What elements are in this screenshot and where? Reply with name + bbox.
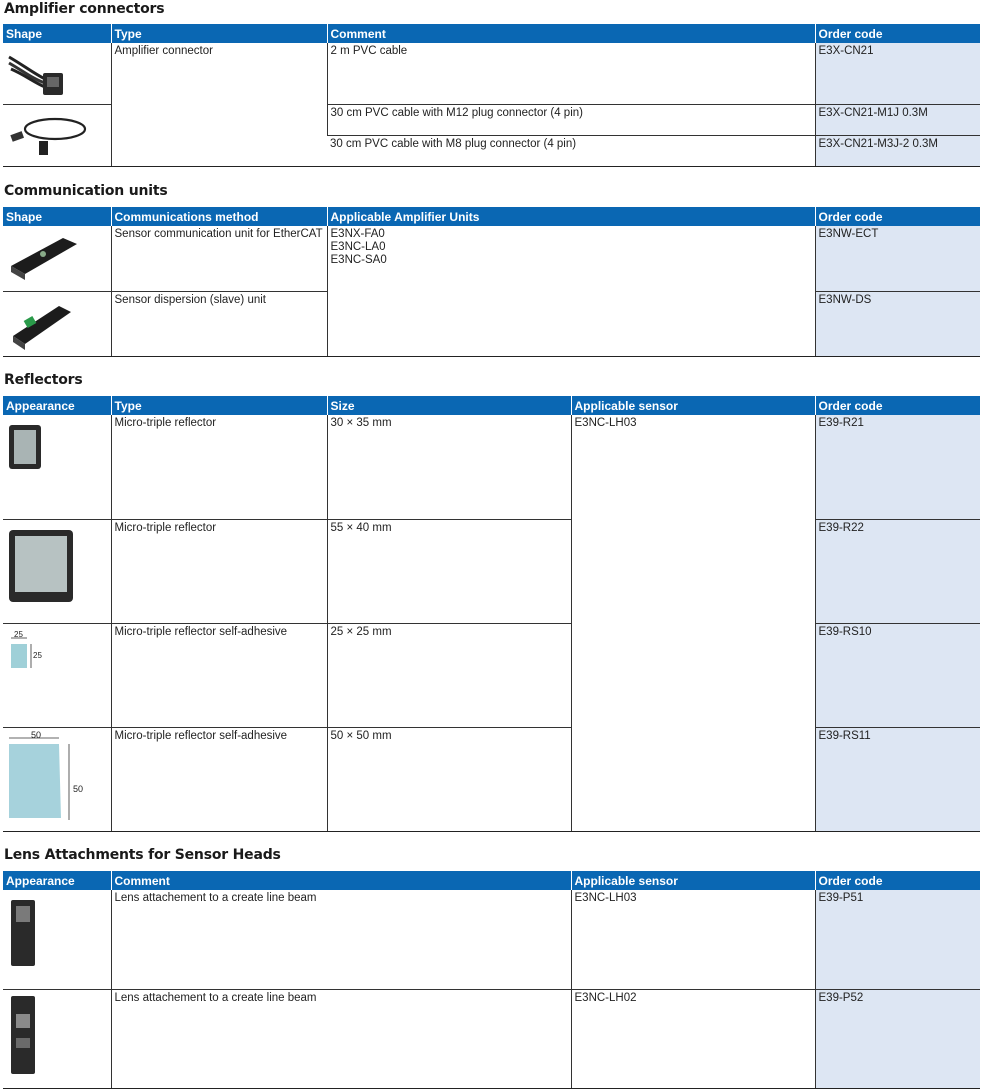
lens-sensor-cell: E3NC-LH03 <box>571 890 815 989</box>
col-header-order-code: Order code <box>815 396 980 415</box>
table-row <box>3 415 980 519</box>
col-header-type: Type <box>111 24 327 43</box>
col-header-applicable-amplifier-units: Applicable Amplifier Units <box>327 207 815 226</box>
applicable-units-cell <box>327 226 815 356</box>
col-header-applicable-sensor: Applicable sensor <box>571 871 815 890</box>
col-header-type: Type <box>111 396 327 415</box>
order-code-cell: E39-P52 <box>815 989 980 1088</box>
reflector-height-dimension: 25 <box>33 650 42 660</box>
table-header-row <box>3 396 980 415</box>
col-header-comment: Comment <box>327 24 815 43</box>
reflector-size-cell: 30 × 35 mm <box>327 415 571 519</box>
reflector-size-cell: 50 × 50 mm <box>327 727 571 831</box>
lens-comment-cell: Lens attachement to a create line beam <box>111 890 571 989</box>
reflector-height-dimension: 50 <box>73 783 84 794</box>
dispersion-unit-image <box>3 291 111 356</box>
order-code-cell: E39-P51 <box>815 890 980 989</box>
col-header-order-code: Order code <box>815 207 980 226</box>
amplifier-unit: E3NC-SA0 <box>330 254 387 266</box>
order-code-cell: E3X-CN21-M1J 0.3M <box>815 104 980 135</box>
order-code-cell: E39-RS11 <box>815 727 980 831</box>
reflector-type-cell: Micro-triple reflector self-adhesive <box>111 623 327 727</box>
reflector-width-dimension: 50 <box>31 729 42 740</box>
reflectors-table <box>3 396 980 832</box>
connector-cable-image <box>3 43 111 104</box>
lens-p52-image <box>3 989 111 1088</box>
order-code-cell: E3NW-DS <box>815 291 980 356</box>
col-header-shape: Shape <box>3 207 111 226</box>
reflector-width-dimension: 25 <box>14 629 23 639</box>
reflector-rs11-image <box>3 727 111 831</box>
table-row <box>3 226 980 291</box>
ethercat-unit-image <box>3 226 111 291</box>
lens-p51-image <box>3 890 111 989</box>
reflector-size-cell: 25 × 25 mm <box>327 623 571 727</box>
lens-attachments-table <box>3 871 980 1089</box>
reflector-type-cell: Micro-triple reflector self-adhesive <box>111 727 327 831</box>
col-header-communications-method: Communications method <box>111 207 327 226</box>
order-code-cell: E39-R22 <box>815 519 980 623</box>
lens-comment-cell: Lens attachement to a create line beam <box>111 989 571 1088</box>
reflector-r21-image <box>3 415 111 519</box>
table-row <box>3 890 980 989</box>
reflector-size-cell: 55 × 40 mm <box>327 519 571 623</box>
col-header-appearance: Appearance <box>3 871 111 890</box>
reflector-rs10-image <box>3 623 111 727</box>
comment-cell: 30 cm PVC cable with M12 plug connector (4 pin) <box>327 104 815 135</box>
table-header-row <box>3 24 980 43</box>
order-code-cell: E3X-CN21-M3J-2 0.3M <box>815 135 980 166</box>
reflector-r22-image <box>3 519 111 623</box>
order-code-cell: E3NW-ECT <box>815 226 980 291</box>
col-header-appearance: Appearance <box>3 396 111 415</box>
table-row <box>3 623 980 727</box>
section-title-lens-attachments: Lens Attachments for Sensor Heads <box>4 847 281 863</box>
type-cell: Amplifier connector <box>111 43 327 166</box>
reflector-type-cell: Micro-triple reflector <box>111 519 327 623</box>
communication-units-table <box>3 207 980 357</box>
order-code-cell: E3X-CN21 <box>815 43 980 104</box>
table-row <box>3 43 980 104</box>
col-header-order-code: Order code <box>815 24 980 43</box>
order-code-cell: E39-R21 <box>815 415 980 519</box>
col-header-size: Size <box>327 396 571 415</box>
reflector-type-cell: Micro-triple reflector <box>111 415 327 519</box>
comment-cell: 30 cm PVC cable with M8 plug connector (4 pin) <box>327 135 815 166</box>
col-header-applicable-sensor: Applicable sensor <box>571 396 815 415</box>
table-row <box>3 727 980 831</box>
lens-sensor-cell: E3NC-LH02 <box>571 989 815 1088</box>
col-header-comment: Comment <box>111 871 571 890</box>
amplifier-unit: E3NC-LA0 <box>330 241 386 253</box>
applicable-sensor-cell: E3NC-LH03 <box>571 415 815 831</box>
connector-m12-image <box>3 104 111 166</box>
section-title-communication-units: Communication units <box>4 183 168 199</box>
amplifier-connectors-table <box>3 24 980 167</box>
amplifier-unit: E3NX-FA0 <box>330 228 385 240</box>
comment-cell: 2 m PVC cable <box>327 43 815 104</box>
col-header-shape: Shape <box>3 24 111 43</box>
table-row <box>3 519 980 623</box>
section-title-amplifier-connectors: Amplifier connectors <box>4 1 165 17</box>
table-row <box>3 989 980 1088</box>
table-header-row <box>3 871 980 890</box>
table-header-row <box>3 207 980 226</box>
communications-method-cell: Sensor communication unit for EtherCAT <box>111 226 327 291</box>
col-header-order-code: Order code <box>815 871 980 890</box>
order-code-cell: E39-RS10 <box>815 623 980 727</box>
communications-method-cell: Sensor dispersion (slave) unit <box>111 291 327 356</box>
section-title-reflectors: Reflectors <box>4 372 83 388</box>
